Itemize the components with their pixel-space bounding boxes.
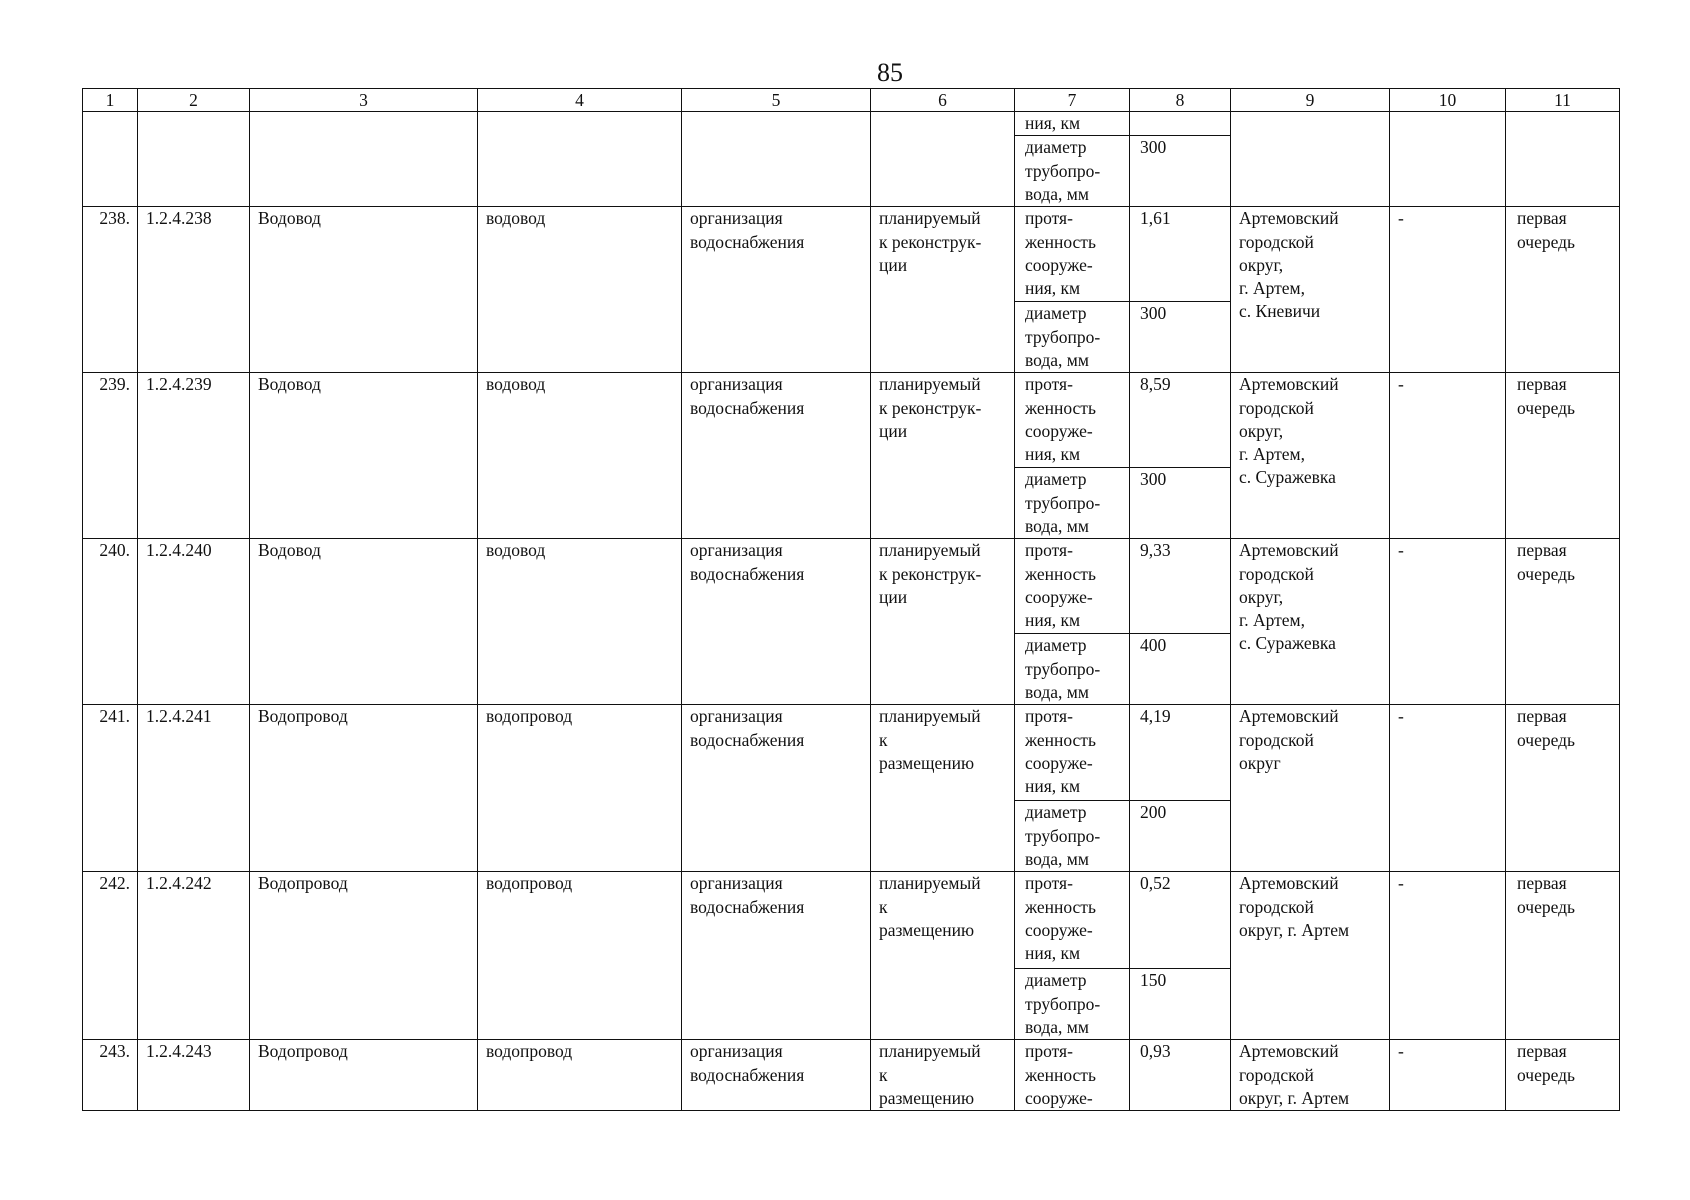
cell-type: водопровод: [478, 705, 682, 872]
objects-table: [82, 88, 1620, 1111]
cell-type: водовод: [478, 373, 682, 539]
cell-value: 1,61: [1130, 207, 1231, 302]
cell-value: 150: [1130, 969, 1231, 1040]
column-header: 5: [682, 89, 871, 112]
cell-value: 300: [1130, 136, 1231, 207]
column-header: 3: [250, 89, 478, 112]
cell-value: 8,59: [1130, 373, 1231, 468]
column-number-header-row: [83, 89, 1620, 112]
cell-stage: первая очередь: [1506, 373, 1620, 539]
cell-row-number: 240.: [83, 539, 138, 705]
column-header: 10: [1390, 89, 1506, 112]
column-header: 4: [478, 89, 682, 112]
cell-name: Водовод: [250, 373, 478, 539]
continuation-row: [83, 112, 1620, 136]
cell-stage: первая очередь: [1506, 539, 1620, 705]
cell-value: 300: [1130, 302, 1231, 373]
cell-value: 0,93: [1130, 1040, 1231, 1111]
cell-code: 1.2.4.241: [138, 705, 250, 872]
cell-empty: [682, 112, 871, 207]
cell-empty: [478, 112, 682, 207]
cell-location: Артемовский городской округ, г. Артем, с. Суражевка: [1231, 373, 1390, 539]
table-row: [83, 872, 1620, 969]
cell-code: 1.2.4.243: [138, 1040, 250, 1111]
cell-name: Водопровод: [250, 872, 478, 1040]
cell-stage: первая очередь: [1506, 872, 1620, 1040]
cell-row-number: 242.: [83, 872, 138, 1040]
cell-empty: [138, 112, 250, 207]
column-header: 6: [871, 89, 1015, 112]
cell-empty: [1390, 112, 1506, 207]
column-header: 11: [1506, 89, 1620, 112]
cell-value: [1130, 112, 1231, 136]
cell-parameter: протя- женность сооруже-: [1015, 1040, 1130, 1111]
cell-empty: [83, 112, 138, 207]
cell-purpose: организация водоснабжения: [682, 705, 871, 872]
cell-location: Артемовский городской округ: [1231, 705, 1390, 872]
cell-name: Водовод: [250, 539, 478, 705]
cell-status: планируемый к размещению: [871, 872, 1015, 1040]
cell-name: Водопровод: [250, 705, 478, 872]
column-header: 8: [1130, 89, 1231, 112]
cell-purpose: организация водоснабжения: [682, 1040, 871, 1111]
cell-type: водопровод: [478, 872, 682, 1040]
cell-name: Водопровод: [250, 1040, 478, 1111]
cell-status: планируемый к реконструк- ции: [871, 539, 1015, 705]
cell-type: водовод: [478, 539, 682, 705]
cell-code: 1.2.4.242: [138, 872, 250, 1040]
cell-parameter: протя- женность сооруже- ния, км: [1015, 207, 1130, 302]
cell-parameter: диаметр трубопро- вода, мм: [1015, 969, 1130, 1040]
cell-type: водопровод: [478, 1040, 682, 1111]
cell-stage: первая очередь: [1506, 1040, 1620, 1111]
cell-stage: первая очередь: [1506, 207, 1620, 373]
cell-empty: [250, 112, 478, 207]
cell-row-number: 238.: [83, 207, 138, 373]
cell-status: планируемый к размещению: [871, 705, 1015, 872]
cell-row-number: 241.: [83, 705, 138, 872]
cell-value: 4,19: [1130, 705, 1231, 801]
cell-location: Артемовский городской округ, г. Артем, с. Суражевка: [1231, 539, 1390, 705]
cell-purpose: организация водоснабжения: [682, 373, 871, 539]
cell-parameter: диаметр трубопро- вода, мм: [1015, 302, 1130, 373]
cell-row-number: 239.: [83, 373, 138, 539]
cell-empty: [871, 112, 1015, 207]
table-row: [83, 705, 1620, 801]
cell-name: Водовод: [250, 207, 478, 373]
cell-parameter: диаметр трубопро- вода, мм: [1015, 468, 1130, 539]
cell-purpose: организация водоснабжения: [682, 539, 871, 705]
cell-col10: -: [1390, 705, 1506, 872]
cell-code: 1.2.4.240: [138, 539, 250, 705]
cell-col10: -: [1390, 872, 1506, 1040]
cell-value: 400: [1130, 634, 1231, 705]
cell-parameter: протя- женность сооруже- ния, км: [1015, 539, 1130, 634]
page-number: 85: [877, 58, 903, 87]
cell-col10: -: [1390, 207, 1506, 373]
cell-empty: [1506, 112, 1620, 207]
table-row: [83, 1040, 1620, 1111]
cell-status: планируемый к реконструк- ции: [871, 207, 1015, 373]
cell-type: водовод: [478, 207, 682, 373]
cell-col10: -: [1390, 1040, 1506, 1111]
cell-location: Артемовский городской округ, г. Артем: [1231, 872, 1390, 1040]
column-header: 7: [1015, 89, 1130, 112]
table-row: [83, 207, 1620, 302]
cell-parameter: протя- женность сооруже- ния, км: [1015, 373, 1130, 468]
cell-purpose: организация водоснабжения: [682, 207, 871, 373]
table-row: [83, 539, 1620, 634]
cell-parameter: диаметр трубопро- вода, мм: [1015, 801, 1130, 872]
cell-value: 9,33: [1130, 539, 1231, 634]
cell-value: 200: [1130, 801, 1231, 872]
cell-parameter: диаметр трубопро- вода, мм: [1015, 136, 1130, 207]
cell-parameter: ния, км: [1015, 112, 1130, 136]
column-header: 9: [1231, 89, 1390, 112]
cell-location: Артемовский городской округ, г. Артем: [1231, 1040, 1390, 1111]
cell-stage: первая очередь: [1506, 705, 1620, 872]
cell-value: 300: [1130, 468, 1231, 539]
cell-row-number: 243.: [83, 1040, 138, 1111]
cell-parameter: протя- женность сооруже- ния, км: [1015, 872, 1130, 969]
cell-code: 1.2.4.238: [138, 207, 250, 373]
cell-status: планируемый к реконструк- ции: [871, 373, 1015, 539]
cell-status: планируемый к размещению: [871, 1040, 1015, 1111]
cell-parameter: диаметр трубопро- вода, мм: [1015, 634, 1130, 705]
cell-location: Артемовский городской округ, г. Артем, с. Кневичи: [1231, 207, 1390, 373]
cell-col10: -: [1390, 539, 1506, 705]
cell-value: 0,52: [1130, 872, 1231, 969]
table-row: [83, 373, 1620, 468]
cell-code: 1.2.4.239: [138, 373, 250, 539]
cell-parameter: протя- женность сооруже- ния, км: [1015, 705, 1130, 801]
cell-purpose: организация водоснабжения: [682, 872, 871, 1040]
column-header: 1: [83, 89, 138, 112]
cell-empty: [1231, 112, 1390, 207]
column-header: 2: [138, 89, 250, 112]
cell-col10: -: [1390, 373, 1506, 539]
